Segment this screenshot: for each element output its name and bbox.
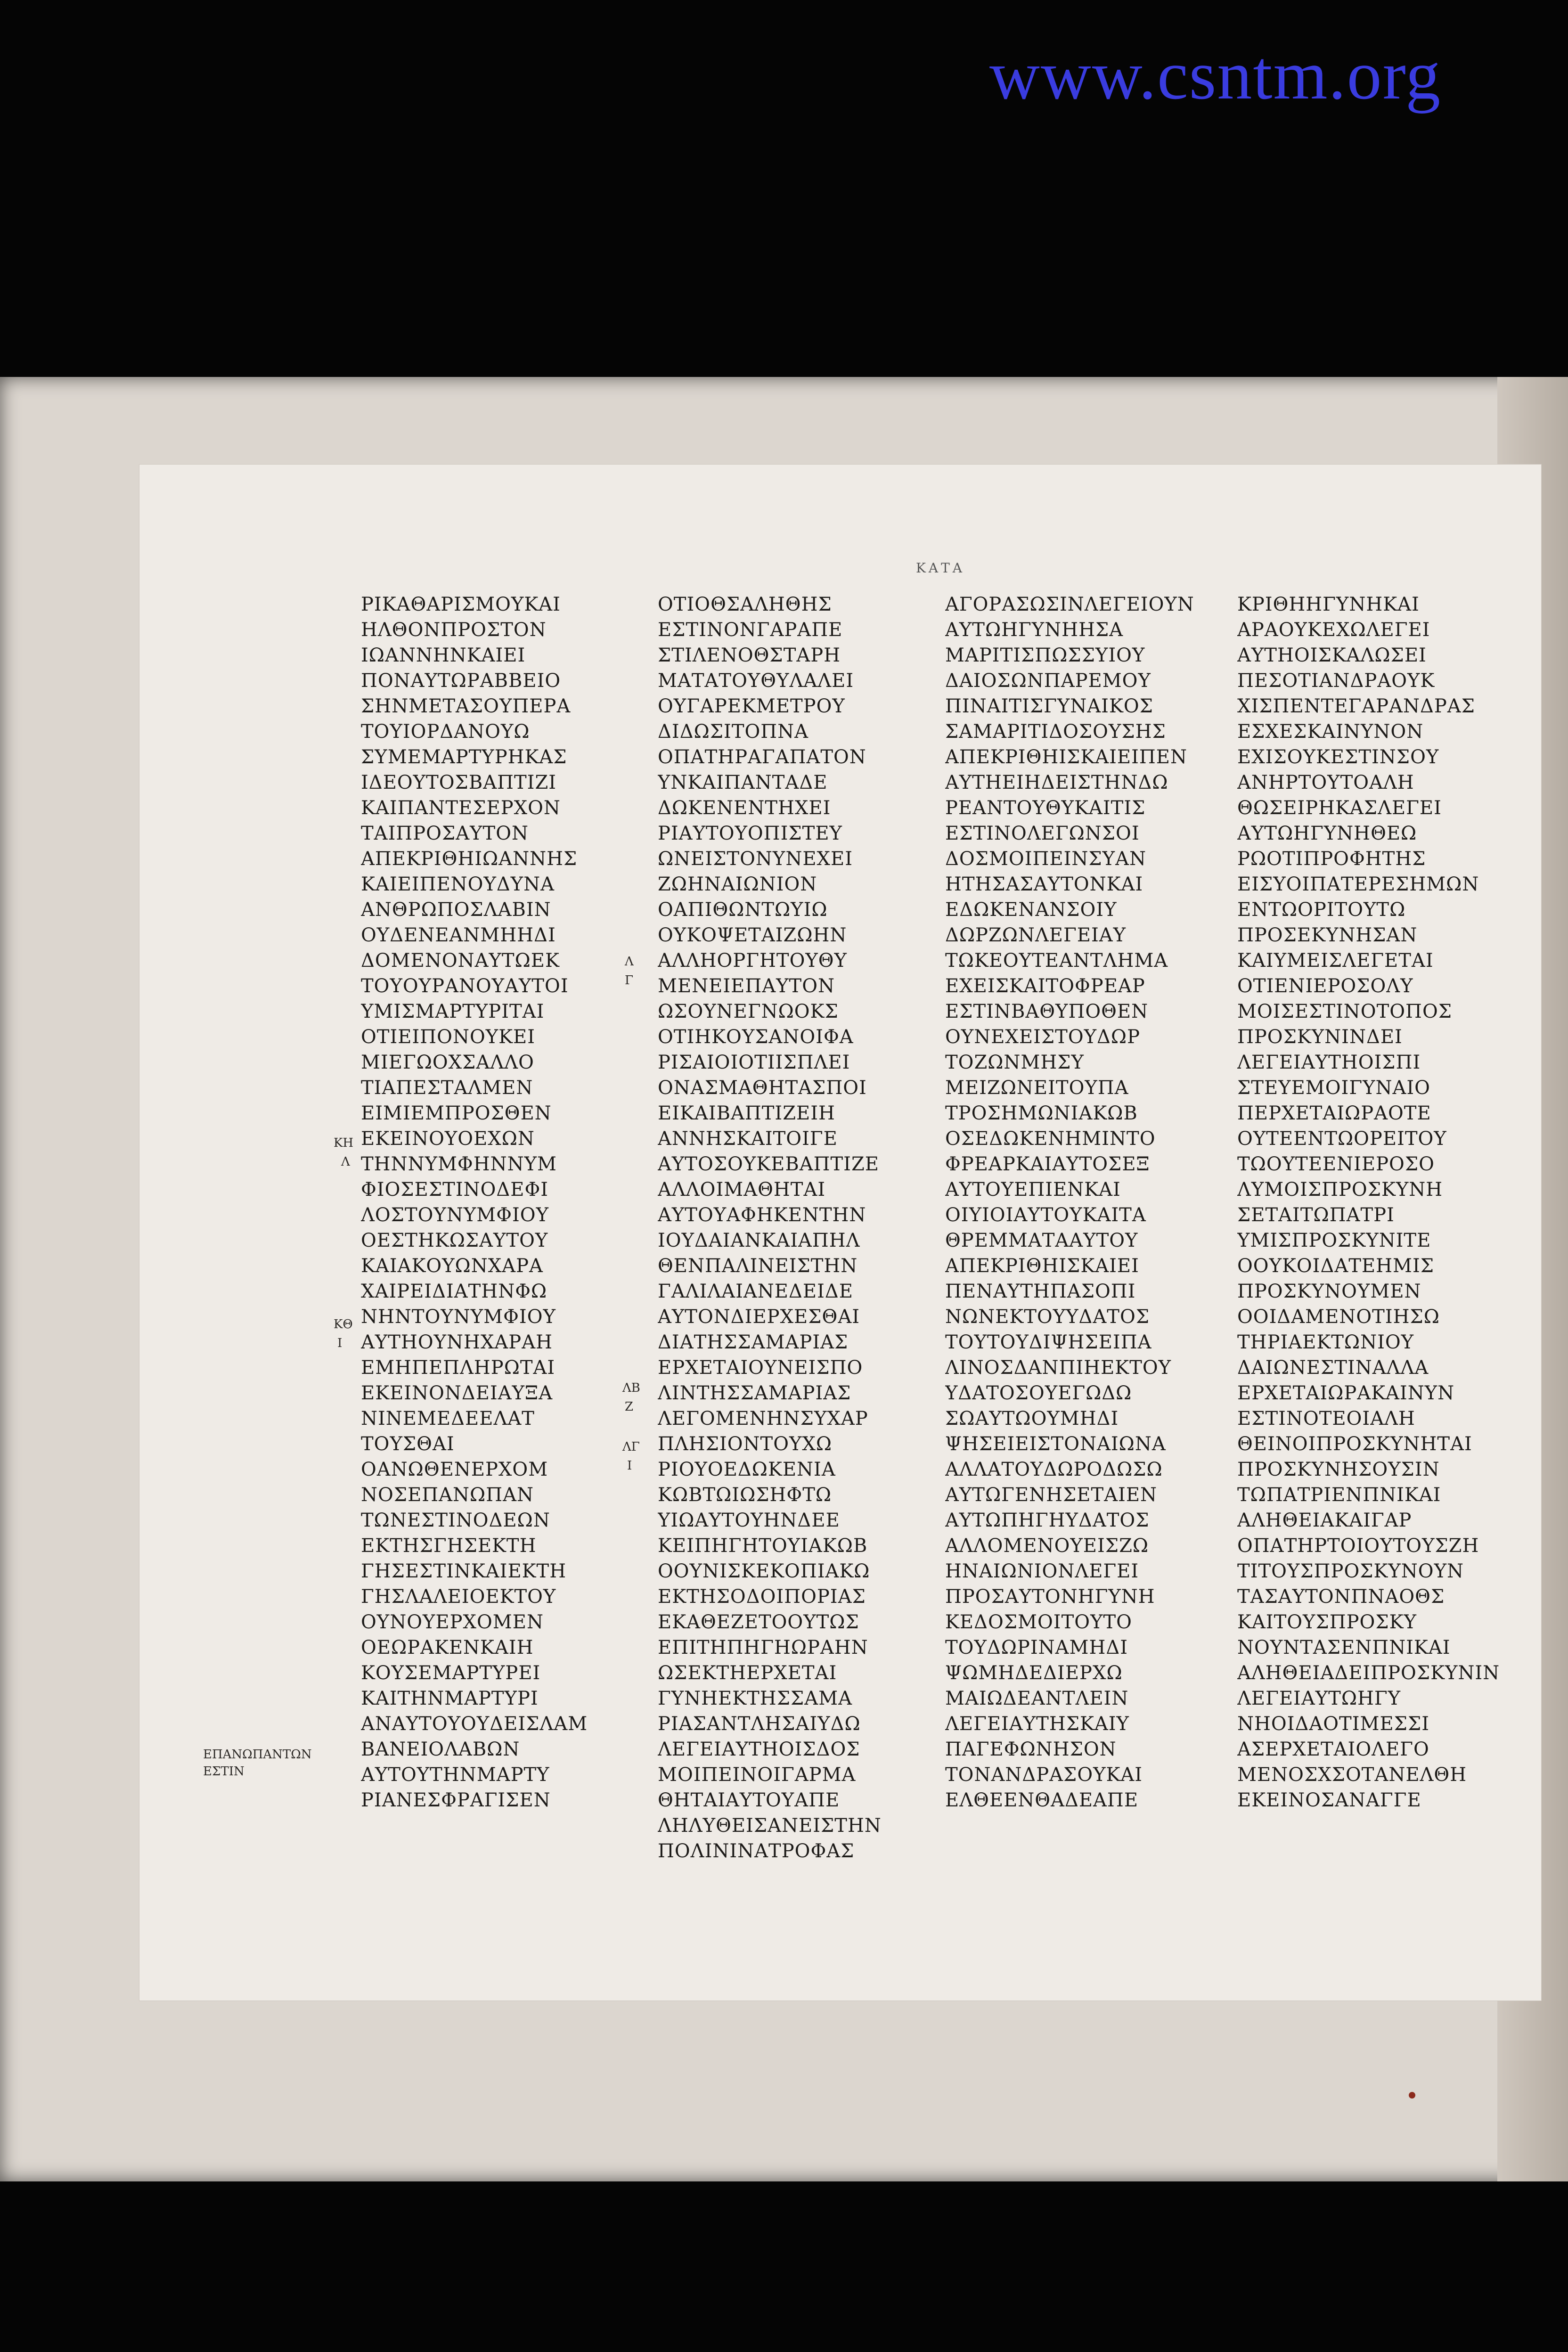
manuscript-line: ΥΝΚΑΙΠΑΝΤΑΔΕ bbox=[658, 772, 828, 793]
manuscript-line: ΗΤΗΣΑΣΑΥΤΟΝΚΑΙ bbox=[945, 874, 1143, 895]
manuscript-line: ΜΕΙΖΩΝΕΙΤΟΥΠΑ bbox=[945, 1077, 1129, 1099]
manuscript-line: ΔΟΣΜΟΙΠΕΙΝΣΥΑΝ bbox=[945, 848, 1146, 870]
manuscript-line: ΕΝΤΩΟΡΙΤΟΥΤΩ bbox=[1237, 899, 1406, 921]
manuscript-line: ΕΙΜΙΕΜΠΡΟΣΘΕΝ bbox=[361, 1102, 552, 1124]
manuscript-line: ΔΙΑΤΗΣΣΑΜΑΡΙΑΣ bbox=[658, 1331, 849, 1353]
manuscript-line: ΝΗΟΙΔΑΟΤΙΜΕΣΣΙ bbox=[1237, 1713, 1430, 1735]
manuscript-line: ΘΕΙΝΟΙΠΡΟΣΚΥΝΗΤΑΙ bbox=[1237, 1433, 1472, 1455]
manuscript-line: ΛΙΝΤΗΣΣΑΜΑΡΙΑΣ bbox=[658, 1382, 851, 1404]
manuscript-line: ΜΑΡΙΤΙΣΠΩΣΣΥΙΟΥ bbox=[945, 645, 1145, 666]
manuscript-line: ΑΛΗΘΕΙΑΚΑΙΓΑΡ bbox=[1237, 1510, 1412, 1531]
watermark-url: www.csntm.org bbox=[989, 37, 1442, 114]
manuscript-line: ΑΥΤΩΗΓΥΝΗΗΣΑ bbox=[945, 619, 1124, 641]
manuscript-line: ΩΣΟΥΝΕΓΝΩΟΚΣ bbox=[658, 1001, 839, 1022]
manuscript-line: ΨΩΜΗΔΕΔΙΕΡΧΩ bbox=[945, 1662, 1123, 1684]
manuscript-plate bbox=[139, 464, 1542, 2001]
manuscript-line: ΑΠΕΚΡΙΘΗΙΣΚΑΙΕΙ bbox=[945, 1255, 1139, 1277]
manuscript-line: ΠΕΡΧΕΤΑΙΩΡΑΟΤΕ bbox=[1237, 1102, 1431, 1124]
manuscript-line: ΟΕΩΡΑΚΕΝΚΑΙΗ bbox=[361, 1637, 534, 1658]
manuscript-line: ΛΟΣΤΟΥΝΥΜΦΙΟΥ bbox=[361, 1204, 549, 1226]
manuscript-line: ΤΟΥΙΟΡΔΑΝΟΥΩ bbox=[361, 721, 530, 743]
manuscript-line: ΣΤΕΥΕΜΟΙΓΥΝΑΙΟ bbox=[1237, 1077, 1430, 1099]
manuscript-line: ΕΚΕΙΝΟΥΟΕΧΩΝ bbox=[361, 1128, 535, 1150]
manuscript-line: ΜΕΝΕΙΕΠΑΥΤΟΝ bbox=[658, 975, 835, 997]
manuscript-line: ΓΗΣΕΣΤΙΝΚΑΙΕΚΤΗ bbox=[361, 1560, 567, 1582]
manuscript-line: ΘΕΝΠΑΛΙΝΕΙΣΤΗΝ bbox=[658, 1255, 858, 1277]
margin-mark: Λ bbox=[625, 955, 634, 969]
manuscript-line: ΑΛΛΟΜΕΝΟΥΕΙΣΖΩ bbox=[945, 1535, 1149, 1557]
manuscript-line: ΟΑΝΩΘΕΝΕΡΧΟΜ bbox=[361, 1459, 548, 1480]
manuscript-line: ΦΡΕΑΡΚΑΙΑΥΤΟΣΕΞ bbox=[945, 1153, 1150, 1175]
manuscript-line: ΥΜΙΣΜΑΡΤΥΡΙΤΑΙ bbox=[361, 1001, 545, 1022]
manuscript-line: ΡΩΟΤΙΠΡΟΦΗΤΗΣ bbox=[1237, 848, 1426, 870]
manuscript-line: ΟΠΑΤΗΡΤΟΙΟΥΤΟΥΣΖΗ bbox=[1237, 1535, 1479, 1557]
manuscript-line: ΟΠΑΤΗΡΑΓΑΠΑΤΟΝ bbox=[658, 746, 866, 768]
manuscript-line: ΜΙΕΓΩΟΧΣΑΛΛΟ bbox=[361, 1052, 534, 1073]
manuscript-line: ΚΕΙΠΗΓΗΤΟΥΙΑΚΩΒ bbox=[658, 1535, 868, 1557]
manuscript-line: ΑΡΑΟΥΚΕΧΩΛΕΓΕΙ bbox=[1237, 619, 1430, 641]
manuscript-line: ΤΡΟΣΗΜΩΝΙΑΚΩΒ bbox=[945, 1102, 1138, 1124]
manuscript-line: ΤΟΥΤΟΥΔΙΨΗΣΕΙΠΑ bbox=[945, 1331, 1152, 1353]
manuscript-line: ΑΓΟΡΑΣΩΣΙΝΛΕΓΕΙΟΥΝ bbox=[945, 594, 1194, 615]
manuscript-line: ΛΕΓΕΙΑΥΤΗΟΙΣΠΙ bbox=[1237, 1052, 1421, 1073]
manuscript-line: ΕΙΚΑΙΒΑΠΤΙΖΕΙΗ bbox=[658, 1102, 835, 1124]
marginal-note bbox=[203, 1746, 344, 1780]
manuscript-line: ΛΕΓΕΙΑΥΤΗΟΙΣΔΟΣ bbox=[658, 1739, 860, 1760]
manuscript-line: ΟΤΙΕΙΠΟΝΟΥΚΕΙ bbox=[361, 1026, 536, 1048]
manuscript-line: ΑΥΤΗΟΙΣΚΑΛΩΣΕΙ bbox=[1237, 645, 1427, 666]
manuscript-line: ΑΝΘΡΩΠΟΣΛΑΒΙΝ bbox=[361, 899, 551, 921]
text-column-4 bbox=[1237, 592, 1501, 1813]
marginal-note-line: ΕΠΑΝΩΠΑΝΤΩΝ bbox=[203, 1748, 312, 1762]
manuscript-line: ΝΙΝΕΜΕΔΕΕΛΑΤ bbox=[361, 1408, 535, 1429]
manuscript-line: ΑΥΤΟΣΟΥΚΕΒΑΠΤΙΖΕ bbox=[658, 1153, 879, 1175]
manuscript-line: ΟΙΥΙΟΙΑΥΤΟΥΚΑΙΤΑ bbox=[945, 1204, 1146, 1226]
manuscript-line: ΤΑΣΑΥΤΟΝΠΝΑΟΘΣ bbox=[1237, 1586, 1445, 1608]
manuscript-line: ΕΔΩΚΕΝΑΝΣΟΙΥ bbox=[945, 899, 1117, 921]
manuscript-line: ΡΙΟΥΟΕΔΩΚΕΝΙΑ bbox=[658, 1459, 836, 1480]
manuscript-line: ΜΟΙΠΕΙΝΟΙΓΑΡΜΑ bbox=[658, 1764, 856, 1786]
manuscript-line: ΛΕΓΕΙΑΥΤΗΣΚΑΙΥ bbox=[945, 1713, 1129, 1735]
margin-mark: Λ bbox=[341, 1155, 350, 1169]
margin-mark: Ι bbox=[627, 1459, 632, 1473]
manuscript-line: ΕΣΤΙΝΟΛΕΓΩΝΣΟΙ bbox=[945, 823, 1140, 844]
manuscript-line: ΑΠΕΚΡΙΘΗΙΩΑΝΝΗΣ bbox=[361, 848, 578, 870]
manuscript-line: ΙΔΕΟΥΤΟΣΒΑΠΤΙΖΙ bbox=[361, 772, 557, 793]
manuscript-line: ΕΣΤΙΝΟΝΓΑΡΑΠΕ bbox=[658, 619, 843, 641]
manuscript-line: ΡΙΣΑΙΟΙΟΤΙΙΣΠΛΕΙ bbox=[658, 1052, 850, 1073]
manuscript-line: ΛΕΓΕΙΑΥΤΩΗΓΥ bbox=[1237, 1688, 1401, 1709]
manuscript-line: ΟΤΙΟΘΣΑΛΗΘΗΣ bbox=[658, 594, 832, 615]
manuscript-line: ΑΥΤΗΟΥΝΗΧΑΡΑΗ bbox=[361, 1331, 553, 1353]
manuscript-line: ΜΑΤΑΤΟΥΘΥΛΑΛΕΙ bbox=[658, 670, 854, 692]
manuscript-line: ΘΩΣΕΙΡΗΚΑΣΛΕΓΕΙ bbox=[1237, 797, 1442, 819]
manuscript-line: ΧΑΙΡΕΙΔΙΑΤΗΝΦΩ bbox=[361, 1281, 547, 1302]
manuscript-line: ΛΥΜΟΙΣΠΡΟΣΚΥΝΗ bbox=[1237, 1179, 1443, 1200]
manuscript-line: ΦΙΟΣΕΣΤΙΝΟΔΕΦΙ bbox=[361, 1179, 549, 1200]
manuscript-line: ΟΤΙΗΚΟΥΣΑΝΟΙΦΑ bbox=[658, 1026, 854, 1048]
manuscript-line: ΥΔΑΤΟΣΟΥΕΓΩΔΩ bbox=[945, 1382, 1132, 1404]
margin-mark: ΛΒ bbox=[622, 1381, 640, 1395]
manuscript-line: ΑΠΕΚΡΙΘΗΙΣΚΑΙΕΙΠΕΝ bbox=[945, 746, 1187, 768]
manuscript-line: ΕΚΕΙΝΟΣΑΝΑΓΓΕ bbox=[1237, 1789, 1421, 1811]
manuscript-line: ΡΙΑΥΤΟΥΟΠΙΣΤΕΥ bbox=[658, 823, 842, 844]
manuscript-line: ΚΑΙΕΙΠΕΝΟΥΔΥΝΑ bbox=[361, 874, 555, 895]
manuscript-line: ΠΡΟΣΚΥΝΗΣΟΥΣΙΝ bbox=[1237, 1459, 1440, 1480]
marginal-note-line: ΕΣΤΙΝ bbox=[203, 1764, 245, 1779]
margin-mark: Ζ bbox=[625, 1400, 634, 1414]
manuscript-line: ΙΩΑΝΝΗΝΚΑΙΕΙ bbox=[361, 645, 526, 666]
manuscript-line: ΑΛΛΑΤΟΥΔΩΡΟΔΩΣΩ bbox=[945, 1459, 1163, 1480]
text-column-2 bbox=[658, 592, 922, 1864]
manuscript-line: ΕΚΤΗΣΟΔΟΙΠΟΡΙΑΣ bbox=[658, 1586, 866, 1608]
manuscript-line: ΜΟΙΣΕΣΤΙΝΟΤΟΠΟΣ bbox=[1237, 1001, 1453, 1022]
manuscript-line: ΚΑΙΤΟΥΣΠΡΟΣΚΥ bbox=[1237, 1611, 1417, 1633]
manuscript-line: ΟΥΝΕΧΕΙΣΤΟΥΔΩΡ bbox=[945, 1026, 1140, 1048]
manuscript-line: ΠΛΗΣΙΟΝΤΟΥΧΩ bbox=[658, 1433, 833, 1455]
manuscript-line: ΥΙΩΑΥΤΟΥΗΝΔΕΕ bbox=[658, 1510, 840, 1531]
manuscript-line: ΒΑΝΕΙΟΛΑΒΩΝ bbox=[361, 1739, 520, 1760]
manuscript-line: ΑΛΛΗΟΡΓΗΤΟΥΘΥ bbox=[658, 950, 847, 972]
manuscript-line: ΘΡΕΜΜΑΤΑΑΥΤΟΥ bbox=[945, 1230, 1138, 1251]
manuscript-line: ΕΣΤΙΝΒΑΘΥΠΟΘΕΝ bbox=[945, 1001, 1149, 1022]
manuscript-line: ΔΟΜΕΝΟΝΑΥΤΩΕΚ bbox=[361, 950, 560, 972]
manuscript-line: ΕΧΙΣΟΥΚΕΣΤΙΝΣΟΥ bbox=[1237, 746, 1439, 768]
running-head: ΚΑΤΑ bbox=[915, 560, 965, 576]
ink-speck bbox=[1409, 2092, 1415, 2099]
margin-mark: ΚΘ bbox=[334, 1317, 353, 1331]
manuscript-line: ΟΥΓΑΡΕΚΜΕΤΡΟΥ bbox=[658, 695, 845, 717]
manuscript-line: ΑΥΤΩΓΕΝΗΣΕΤΑΙΕΝ bbox=[945, 1484, 1158, 1506]
manuscript-line: ΔΑΙΩΝΕΣΤΙΝΑΛΛΑ bbox=[1237, 1357, 1429, 1379]
manuscript-line: ΕΚΤΗΣΓΗΣΕΚΤΗ bbox=[361, 1535, 537, 1557]
manuscript-line: ΚΕΔΟΣΜΟΙΤΟΥΤΟ bbox=[945, 1611, 1132, 1633]
manuscript-line: ΤΟΝΑΝΔΡΑΣΟΥΚΑΙ bbox=[945, 1764, 1143, 1786]
manuscript-line: ΩΣΕΚΤΗΕΡΧΕΤΑΙ bbox=[658, 1662, 837, 1684]
manuscript-line: ΜΑΙΩΔΕΑΝΤΛΕΙΝ bbox=[945, 1688, 1129, 1709]
manuscript-line: ΤΟΥΔΩΡΙΝΑΜΗΔΙ bbox=[945, 1637, 1128, 1658]
manuscript-line: ΚΟΥΣΕΜΑΡΤΥΡΕΙ bbox=[361, 1662, 541, 1684]
manuscript-line: ΟΤΙΕΝΙΕΡΟΣΟΛΥ bbox=[1237, 975, 1413, 997]
manuscript-line: ΟΟΙΔΑΜΕΝΟΤΙΗΣΩ bbox=[1237, 1306, 1440, 1328]
manuscript-line: ΕΚΑΘΕΖΕΤΟΟΥΤΩΣ bbox=[658, 1611, 859, 1633]
manuscript-line: ΤΙΤΟΥΣΠΡΟΣΚΥΝΟΥΝ bbox=[1237, 1560, 1464, 1582]
manuscript-line: ΟΕΣΤΗΚΩΣΑΥΤΟΥ bbox=[361, 1230, 548, 1251]
manuscript-line: ΑΥΤΟΝΔΙΕΡΧΕΣΘΑΙ bbox=[658, 1306, 860, 1328]
manuscript-line: ΤΗΝΝΥΜΦΗΝΝΥΜ bbox=[361, 1153, 557, 1175]
manuscript-line: ΡΙΑΝΕΣΦΡΑΓΙΣΕΝ bbox=[361, 1789, 551, 1811]
manuscript-line: ΟΟΥΚΟΙΔΑΤΕΗΜΙΣ bbox=[1237, 1255, 1435, 1277]
manuscript-line: ΑΥΤΟΥΕΠΙΕΝΚΑΙ bbox=[945, 1179, 1121, 1200]
manuscript-line: ΡΕΑΝΤΟΥΘΥΚΑΙΤΙΣ bbox=[945, 797, 1146, 819]
manuscript-line: ΕΡΧΕΤΑΙΟΥΝΕΙΣΠΟ bbox=[658, 1357, 863, 1379]
manuscript-line: ΣΥΜΕΜΑΡΤΥΡΗΚΑΣ bbox=[361, 746, 567, 768]
manuscript-line: ΑΥΤΟΥΤΗΝΜΑΡΤΥ bbox=[361, 1764, 550, 1786]
manuscript-line: ΑΥΤΗΕΙΗΔΕΙΣΤΗΝΔΩ bbox=[945, 772, 1168, 793]
manuscript-line: ΠΡΟΣΚΥΝΙΝΔΕΙ bbox=[1237, 1026, 1403, 1048]
manuscript-line: ΤΩΚΕΟΥΤΕΑΝΤΛΗΜΑ bbox=[945, 950, 1168, 972]
manuscript-line: ΤΑΙΠΡΟΣΑΥΤΟΝ bbox=[361, 823, 529, 844]
manuscript-line: ΠΡΟΣΚΥΝΟΥΜΕΝ bbox=[1237, 1281, 1421, 1302]
manuscript-line: ΣΕΤΑΙΤΩΠΑΤΡΙ bbox=[1237, 1204, 1395, 1226]
manuscript-line: ΙΟΥΔΑΙΑΝΚΑΙΑΠΗΛ bbox=[658, 1230, 860, 1251]
manuscript-line: ΠΕΝΑΥΤΗΠΑΣΟΠΙ bbox=[945, 1281, 1136, 1302]
text-column-1 bbox=[361, 592, 625, 1813]
manuscript-line: ΠΟΝΑΥΤΩΡΑΒΒΕΙΟ bbox=[361, 670, 561, 692]
margin-mark: ΚΗ bbox=[334, 1136, 354, 1150]
manuscript-line: ΔΩΚΕΝΕΝΤΗΧΕΙ bbox=[658, 797, 831, 819]
manuscript-line: ΝΗΝΤΟΥΝΥΜΦΙΟΥ bbox=[361, 1306, 556, 1328]
manuscript-line: ΟΝΑΣΜΑΘΗΤΑΣΠΟΙ bbox=[658, 1077, 867, 1099]
manuscript-line: ΑΝΑΥΤΟΥΟΥΔΕΙΣΛΑΜ bbox=[361, 1713, 588, 1735]
facsimile-sheet bbox=[0, 377, 1568, 2181]
manuscript-line: ΥΜΙΣΠΡΟΣΚΥΝΙΤΕ bbox=[1237, 1230, 1431, 1251]
manuscript-line: ΕΙΣΥΟΙΠΑΤΕΡΕΣΗΜΩΝ bbox=[1237, 874, 1479, 895]
manuscript-line: ΗΝΑΙΩΝΙΟΝΛΕΓΕΙ bbox=[945, 1560, 1139, 1582]
manuscript-line: ΕΚΕΙΝΟΝΔΕΙΑΥΞΑ bbox=[361, 1382, 553, 1404]
manuscript-line: ΑΝΗΡΤΟΥΤΟΑΛΗ bbox=[1237, 772, 1414, 793]
manuscript-line: ΑΝΝΗΣΚΑΙΤΟΙΓΕ bbox=[658, 1128, 838, 1150]
manuscript-line: ΚΑΙΑΚΟΥΩΝΧΑΡΑ bbox=[361, 1255, 543, 1277]
manuscript-line: ΠΡΟΣΕΚΥΝΗΣΑΝ bbox=[1237, 924, 1418, 946]
manuscript-line: ΓΑΛΙΛΑΙΑΝΕΔΕΙΔΕ bbox=[658, 1281, 853, 1302]
margin-mark: ΛΓ bbox=[622, 1440, 640, 1454]
manuscript-line: ΡΙΑΣΑΝΤΛΗΣΑΙΥΔΩ bbox=[658, 1713, 861, 1735]
manuscript-line: ΤΙΑΠΕΣΤΑΛΜΕΝ bbox=[361, 1077, 533, 1099]
manuscript-line: ΑΥΤΩΠΗΓΗΥΔΑΤΟΣ bbox=[945, 1510, 1150, 1531]
manuscript-line: ΠΑΓΕΦΩΝΗΣΟΝ bbox=[945, 1739, 1117, 1760]
manuscript-line: ΠΕΣΟΤΙΑΝΔΡΑΟΥΚ bbox=[1237, 670, 1435, 692]
manuscript-line: ΗΛΘΟΝΠΡΟΣΤΟΝ bbox=[361, 619, 547, 641]
manuscript-line: ΕΡΧΕΤΑΙΩΡΑΚΑΙΝΥΝ bbox=[1237, 1382, 1455, 1404]
manuscript-line: ΚΩΒΤΩΙΩΣΗΦΤΩ bbox=[658, 1484, 832, 1506]
manuscript-line: ΤΩΟΥΤΕΕΝΙΕΡΟΣΟ bbox=[1237, 1153, 1435, 1175]
manuscript-line: ΚΑΙΤΗΝΜΑΡΤΥΡΙ bbox=[361, 1688, 539, 1709]
manuscript-line: ΕΣΧΕΣΚΑΙΝΥΝΟΝ bbox=[1237, 721, 1424, 743]
manuscript-line: ΑΛΗΘΕΙΑΔΕΙΠΡΟΣΚΥΝΙΝ bbox=[1237, 1662, 1500, 1684]
manuscript-line: ΕΛΘΕΕΝΘΑΔΕΑΠΕ bbox=[945, 1789, 1139, 1811]
manuscript-line: ΕΣΤΙΝΟΤΕΟΙΑΛΗ bbox=[1237, 1408, 1415, 1429]
manuscript-line: ΕΜΗΠΕΠΛΗΡΩΤΑΙ bbox=[361, 1357, 555, 1379]
manuscript-line: ΡΙΚΑΘΑΡΙΣΜΟΥΚΑΙ bbox=[361, 594, 561, 615]
manuscript-line: ΟΥΝΟΥΕΡΧΟΜΕΝ bbox=[361, 1611, 544, 1633]
manuscript-line: ΟΣΕΔΩΚΕΝΗΜΙΝΤΟ bbox=[945, 1128, 1156, 1150]
manuscript-line: ΟΟΥΝΙΣΚΕΚΟΠΙΑΚΩ bbox=[658, 1560, 870, 1582]
manuscript-line: ΘΗΤΑΙΑΥΤΟΥΑΠΕ bbox=[658, 1789, 840, 1811]
manuscript-line: ΔΩΡΖΩΝΛΕΓΕΙΑΥ bbox=[945, 924, 1127, 946]
manuscript-line: ΛΙΝΟΣΔΑΝΠΙΗΕΚΤΟΥ bbox=[945, 1357, 1172, 1379]
manuscript-line: ΩΝΕΙΣΤΟΝΥΝΕΧΕΙ bbox=[658, 848, 853, 870]
manuscript-line: ΤΩΠΑΤΡΙΕΝΠΝΙΚΑΙ bbox=[1237, 1484, 1441, 1506]
manuscript-line: ΨΗΣΕΙΕΙΣΤΟΝΑΙΩΝΑ bbox=[945, 1433, 1166, 1455]
manuscript-line: ΔΑΙΟΣΩΝΠΑΡΕΜΟΥ bbox=[945, 670, 1151, 692]
manuscript-line: ΣΤΙΛΕΝΟΘΣΤΑΡΗ bbox=[658, 645, 841, 666]
manuscript-line: ΑΣΕΡΧΕΤΑΙΟΛΕΓΟ bbox=[1237, 1739, 1429, 1760]
manuscript-line: ΕΠΙΤΗΠΗΓΗΩΡΑΗΝ bbox=[658, 1637, 868, 1658]
manuscript-line: ΧΙΣΠΕΝΤΕΓΑΡΑΝΔΡΑΣ bbox=[1237, 695, 1475, 717]
manuscript-line: ΤΟΥΣΘΑΙ bbox=[361, 1433, 455, 1455]
manuscript-line: ΓΥΝΗΕΚΤΗΣΣΑΜΑ bbox=[658, 1688, 852, 1709]
manuscript-line: ΖΩΗΝΑΙΩΝΙΟΝ bbox=[658, 874, 817, 895]
manuscript-line: ΝΟΥΝΤΑΣΕΝΠΝΙΚΑΙ bbox=[1237, 1637, 1451, 1658]
manuscript-line: ΣΗΝΜΕΤΑΣΟΥΠΕΡΑ bbox=[361, 695, 571, 717]
manuscript-line: ΠΙΝΑΙΤΙΣΓΥΝΑΙΚΟΣ bbox=[945, 695, 1153, 717]
manuscript-line: ΟΥΚΟΨΕΤΑΙΖΩΗΝ bbox=[658, 924, 847, 946]
manuscript-line: ΤΩΝΕΣΤΙΝΟΔΕΩΝ bbox=[361, 1510, 550, 1531]
manuscript-line: ΟΑΠΙΘΩΝΤΩΥΙΩ bbox=[658, 899, 828, 921]
manuscript-line: ΛΗΛΥΘΕΙΣΑΝΕΙΣΤΗΝ bbox=[658, 1815, 882, 1837]
manuscript-line: ΟΥΔΕΝΕΑΝΜΗΗΔΙ bbox=[361, 924, 556, 946]
manuscript-line: ΣΑΜΑΡΙΤΙΔΟΣΟΥΣΗΣ bbox=[945, 721, 1166, 743]
margin-mark: Γ bbox=[625, 973, 634, 988]
manuscript-line: ΤΗΡΙΑΕΚΤΩΝΙΟΥ bbox=[1237, 1331, 1414, 1353]
margin-mark: Ι bbox=[337, 1336, 343, 1350]
manuscript-line: ΣΩΑΥΤΩΟΥΜΗΔΙ bbox=[945, 1408, 1119, 1429]
manuscript-line: ΝΩΝΕΚΤΟΥΥΔΑΤΟΣ bbox=[945, 1306, 1150, 1328]
manuscript-line: ΚΡΙΘΗΗΓΥΝΗΚΑΙ bbox=[1237, 594, 1420, 615]
manuscript-line: ΤΟΖΩΝΜΗΣΥ bbox=[945, 1052, 1084, 1073]
text-column-3 bbox=[945, 592, 1209, 1813]
manuscript-line: ΠΟΛΙΝΙΝΑΤΡΟΦΑΣ bbox=[658, 1840, 855, 1862]
manuscript-line: ΚΑΙΠΑΝΤΕΣΕΡΧΟΝ bbox=[361, 797, 561, 819]
manuscript-line: ΟΥΤΕΕΝΤΩΟΡΕΙΤΟΥ bbox=[1237, 1128, 1447, 1150]
manuscript-line: ΑΥΤΩΗΓΥΝΗΘΕΩ bbox=[1237, 823, 1417, 844]
manuscript-line: ΑΛΛΟΙΜΑΘΗΤΑΙ bbox=[658, 1179, 826, 1200]
manuscript-line: ΜΕΝΟΣΧΣΟΤΑΝΕΛΘΗ bbox=[1237, 1764, 1467, 1786]
manuscript-line: ΑΥΤΟΥΑΦΗΚΕΝΤΗΝ bbox=[658, 1204, 866, 1226]
manuscript-line: ΔΙΔΩΣΙΤΟΠΝΑ bbox=[658, 721, 809, 743]
manuscript-line: ΝΟΣΕΠΑΝΩΠΑΝ bbox=[361, 1484, 534, 1506]
manuscript-line: ΛΕΓΟΜΕΝΗΝΣΥΧΑΡ bbox=[658, 1408, 868, 1429]
manuscript-line: ΚΑΙΥΜΕΙΣΛΕΓΕΤΑΙ bbox=[1237, 950, 1434, 972]
manuscript-line: ΠΡΟΣΑΥΤΟΝΗΓΥΝΗ bbox=[945, 1586, 1155, 1608]
manuscript-line: ΕΧΕΙΣΚΑΙΤΟΦΡΕΑΡ bbox=[945, 975, 1145, 997]
manuscript-line: ΤΟΥΟΥΡΑΝΟΥΑΥΤΟΙ bbox=[361, 975, 569, 997]
manuscript-line: ΓΗΣΛΑΛΕΙΟΕΚΤΟΥ bbox=[361, 1586, 556, 1608]
